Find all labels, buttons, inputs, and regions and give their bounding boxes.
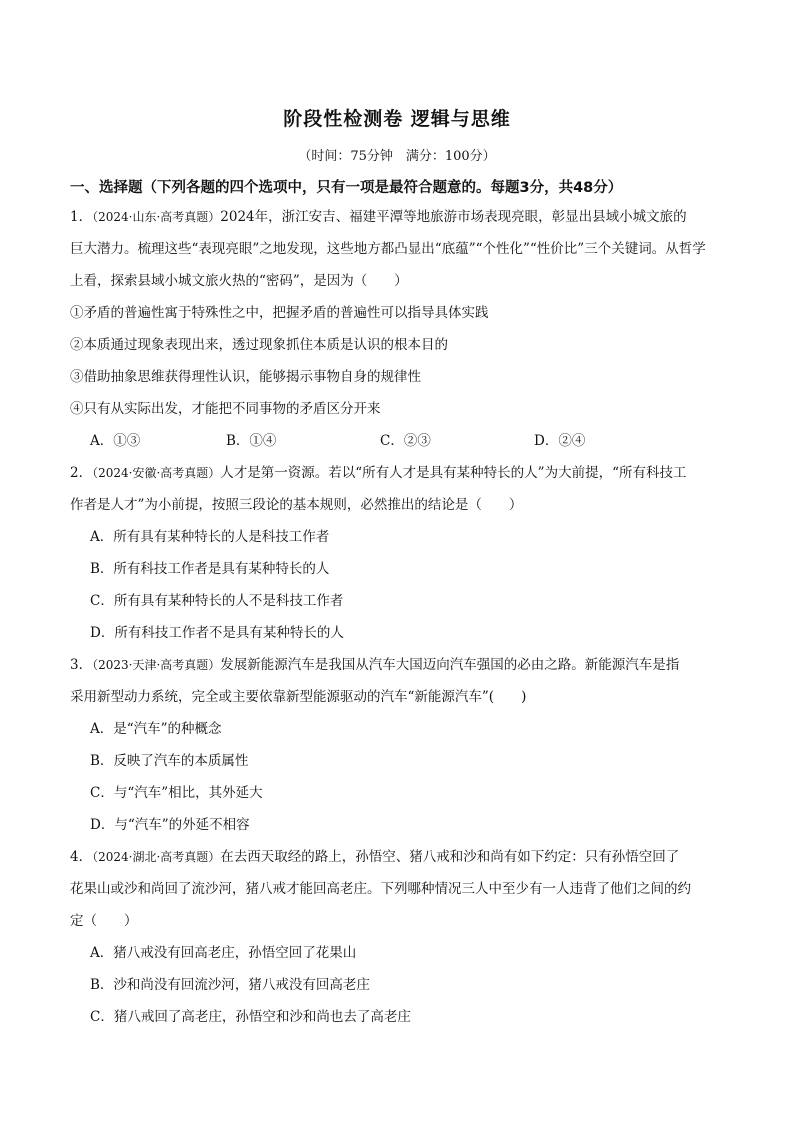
- question-source: （2024·山东·高考真题）: [92, 210, 221, 224]
- question-2-stem-line-1: [70, 464, 730, 482]
- question-4-stem-line-3: 定（ ）: [70, 913, 138, 929]
- question-1-option-a[interactable]: A．①③: [90, 433, 141, 449]
- question-1-statement-3: ③借助抽象思维获得理性认识，能够揭示事物自身的规律性: [70, 369, 421, 385]
- question-1-stem-line-2: 巨大潜力。梳理这些“表现亮眼”之地发现，这些地方都凸显出“底蕴”“个性化”“性价比”三个关键词。从哲学: [70, 241, 706, 257]
- question-1-option-d[interactable]: D．②④: [534, 433, 586, 449]
- question-2-option-a[interactable]: A．所有具有某种特长的人是科技工作者: [90, 529, 330, 545]
- question-4-option-b[interactable]: B．沙和尚没有回流沙河，猪八戒没有回高老庄: [90, 977, 370, 993]
- question-source: （2024·湖北·高考真题）: [92, 850, 221, 864]
- question-4-stem-line-1: [70, 848, 730, 866]
- question-stem-text: 2024年，浙江安吉、福建平潭等地旅游市场表现亮眼，彰显出县域小城文旅的: [220, 209, 687, 225]
- question-3-option-d[interactable]: D．与“汽车”的外延不相容: [90, 817, 250, 833]
- question-number: 2．: [70, 465, 93, 481]
- question-stem-text: 人才是第一资源。若以“所有人才是具有某种特长的人”为大前提，“所有科技工: [220, 465, 687, 481]
- exam-time-score: （时间：75分钟 满分：100分）: [298, 149, 496, 164]
- question-3-option-b[interactable]: B．反映了汽车的本质属性: [90, 753, 249, 769]
- question-1-statement-4: ④只有从实际出发，才能把不同事物的矛盾区分开来: [70, 401, 381, 417]
- question-1-stem-line-3: 上看，探索县域小城文旅火热的“密码”，是因为（ ）: [70, 273, 408, 289]
- question-2-stem-line-2: 作者是人才”为小前提，按照三段论的基本规则，必然推出的结论是（ ）: [70, 497, 523, 513]
- question-number: 1．: [70, 209, 93, 225]
- question-number: 4．: [70, 849, 93, 865]
- question-1-option-c[interactable]: C．②③: [380, 433, 431, 449]
- question-source: （2024·安徽·高考真题）: [92, 466, 221, 480]
- question-4-option-c[interactable]: C．猪八戒回了高老庄，孙悟空和沙和尚也去了高老庄: [90, 1009, 411, 1025]
- question-1-statement-2: ②本质通过现象表现出来，透过现象抓住本质是认识的根本目的: [70, 337, 448, 353]
- question-1-stem-line-1: [70, 208, 730, 226]
- question-stem-text: 发展新能源汽车是我国从汽车大国迈向汽车强国的必由之路。新能源汽车是指: [220, 657, 680, 673]
- question-2-option-c[interactable]: C．所有具有某种特长的人不是科技工作者: [90, 593, 344, 609]
- question-1-option-b[interactable]: B．①④: [226, 433, 277, 449]
- section-heading: 一、选择题（下列各题的四个选项中，只有一项是最符合题意的。每题3分，共48分）: [70, 180, 623, 196]
- page-title: 阶段性检测卷 逻辑与思维: [283, 108, 511, 130]
- question-3-option-a[interactable]: A．是“汽车”的种概念: [90, 721, 222, 737]
- question-2-option-b[interactable]: B．所有科技工作者是具有某种特长的人: [90, 561, 330, 577]
- question-source: （2023·天津·高考真题）: [92, 658, 221, 672]
- question-1-statement-1: ①矛盾的普遍性寓于特殊性之中，把握矛盾的普遍性可以指导具体实践: [70, 305, 489, 321]
- question-3-stem-line-1: [70, 656, 730, 674]
- question-4-option-a[interactable]: A．猪八戒没有回高老庄，孙悟空回了花果山: [90, 945, 357, 961]
- question-number: 3．: [70, 657, 93, 673]
- question-2-option-d[interactable]: D．所有科技工作者不是具有某种特长的人: [90, 625, 344, 641]
- question-stem-text: 在去西天取经的路上，孙悟空、猪八戒和沙和尚有如下约定：只有孙悟空回了: [220, 849, 680, 865]
- question-3-stem-line-2: 采用新型动力系统，完全或主要依靠新型能源驱动的汽车“新能源汽车”( ): [70, 689, 527, 705]
- question-3-option-c[interactable]: C．与“汽车”相比，其外延大: [90, 785, 263, 801]
- question-4-stem-line-2: 花果山或沙和尚回了流沙河，猪八戒才能回高老庄。下列哪种情况三人中至少有一人违背了他们之间的约: [70, 881, 691, 897]
